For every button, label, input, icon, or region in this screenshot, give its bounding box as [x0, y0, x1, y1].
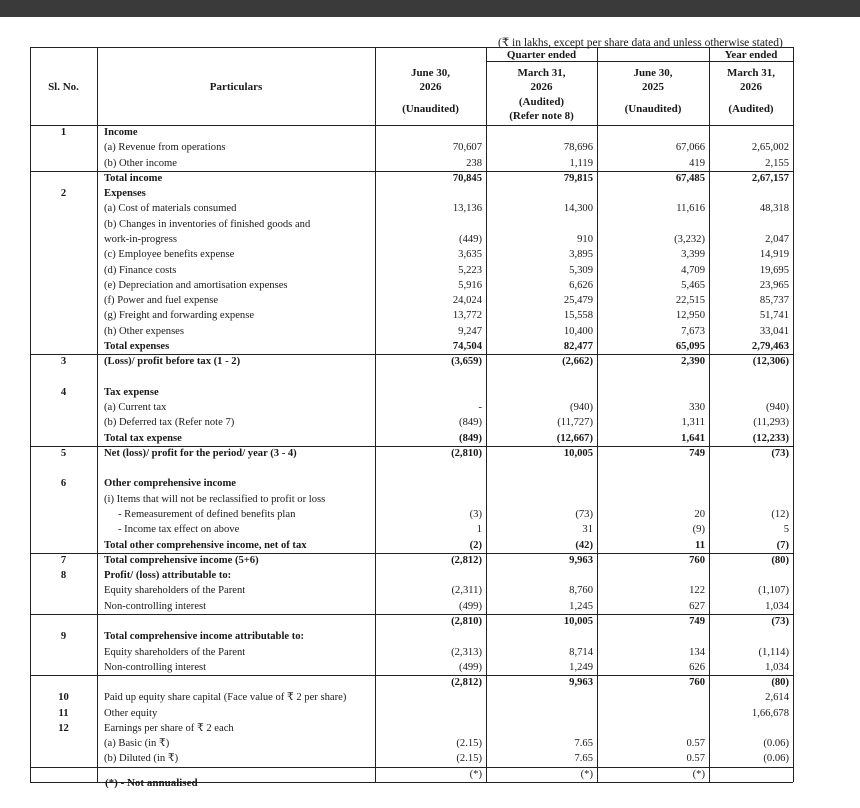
row-value-col1: (2,313) [451, 646, 482, 658]
row-value-col1: 13,772 [452, 310, 482, 322]
row-label: - Remeasurement of defined benefits plan [118, 509, 296, 520]
row-label: Total comprehensive income attributable to: [104, 631, 305, 643]
row-value-col1: (849) [459, 417, 482, 429]
header-col2-status: (Audited) [518, 96, 565, 108]
row-value-col1: (2,812) [451, 554, 482, 566]
row-value-col2: 910 [577, 233, 593, 245]
row-value-col2: 8,760 [569, 585, 593, 597]
row-value-col1: 9,247 [458, 325, 482, 337]
row-sl-no: 10 [58, 692, 69, 704]
units-note: (₹ in lakhs, except per share data and unless otherwise stated) [498, 37, 783, 49]
row-label: (a) Cost of materials consumed [104, 203, 237, 215]
row-label: Total expenses [104, 340, 170, 352]
row-sl-no: 12 [58, 722, 69, 734]
row-label: (b) Deferred tax (Refer note 7) [104, 417, 235, 429]
row-value-col1: (849) [459, 432, 482, 444]
row-value-col2: 9,963 [569, 554, 593, 566]
header-col2-period: March 31, [517, 67, 566, 79]
row-label: Net (loss)/ profit for the period/ year (3 - 4) [104, 447, 297, 459]
header-particulars: Particulars [209, 81, 263, 93]
row-value-col4: 2,79,463 [751, 340, 789, 352]
row-value-col3: 22,515 [675, 295, 705, 307]
row-value-col3: 760 [689, 677, 705, 689]
row-value-col3: 749 [689, 615, 705, 627]
row-value-col3: 0.57 [686, 753, 705, 765]
row-value-col4: 2,047 [765, 233, 789, 245]
row-value-col1: 5,916 [458, 279, 482, 291]
row-value-col2: 14,300 [563, 203, 593, 215]
header-col2-year: 2026 [530, 81, 553, 93]
row-sl-no: 4 [60, 386, 67, 398]
rule [30, 675, 793, 676]
row-value-col3: 1,641 [681, 432, 705, 444]
row-value-col3: 11 [694, 539, 705, 551]
row-value-col4: 1,034 [765, 661, 789, 673]
row-value-col1: (2.15) [456, 738, 482, 750]
row-value-col4: 5 [783, 524, 789, 536]
header-col1-period: June 30, [410, 67, 451, 79]
scan-top-border [0, 0, 860, 17]
row-value-col3: 7,673 [681, 325, 705, 337]
row-value-col1: (2,812) [451, 677, 482, 689]
header-year-ended: Year ended [724, 49, 778, 61]
row-value-col4: (73) [771, 615, 789, 627]
row-value-col1: 70,845 [452, 172, 482, 184]
header-sl-no: Sl. No. [48, 81, 79, 93]
row-value-col2: (*) [580, 768, 593, 780]
row-label: (i) Items that will not be reclassified to profit or loss [104, 493, 326, 505]
rule [30, 354, 793, 355]
rule [30, 767, 793, 768]
row-value-col3: 12,950 [675, 310, 705, 322]
row-value-col2: 10,400 [563, 325, 593, 337]
row-value-col4: 48,318 [759, 203, 789, 215]
row-sl-no: 5 [60, 447, 67, 459]
row-value-col3: 67,485 [675, 172, 705, 184]
row-value-col4: 1,66,678 [751, 707, 789, 719]
row-value-col3: (3,232) [674, 233, 705, 245]
row-value-col1: (449) [459, 233, 482, 245]
row-value-col1: 1 [476, 524, 482, 536]
row-value-col2: 78,696 [563, 142, 593, 154]
row-value-col2: 10,005 [563, 615, 593, 627]
row-value-col4: (80) [771, 554, 789, 566]
row-value-col3: 11,616 [676, 203, 705, 215]
row-value-col2: 79,815 [563, 172, 593, 184]
row-value-col1: 70,607 [452, 142, 482, 154]
header-col4-year: 2026 [740, 81, 762, 93]
row-label: Total tax expense [104, 432, 182, 444]
row-value-col1: (2,810) [451, 615, 482, 627]
row-sl-no: 7 [60, 554, 67, 566]
row-label: Total comprehensive income (5+6) [104, 554, 259, 566]
row-value-col3: 419 [689, 157, 705, 169]
row-label: (e) Depreciation and amortisation expenses [104, 279, 288, 291]
row-value-col2: 8,714 [569, 646, 593, 658]
row-value-col1: - [478, 402, 482, 414]
row-label: Total income [104, 172, 163, 184]
row-value-col1: 24,024 [452, 295, 482, 307]
row-value-col4: 19,695 [759, 264, 789, 276]
row-label: Income [104, 127, 138, 138]
row-value-col3: (*) [692, 768, 705, 780]
row-value-col3: 760 [689, 554, 705, 566]
row-value-col1: (3,659) [451, 356, 482, 368]
header-col2-note: (Refer note 8) [509, 110, 574, 122]
row-value-col3: 627 [689, 600, 705, 612]
row-value-col2: (2,662) [562, 356, 593, 368]
row-value-col1: 13,136 [452, 203, 482, 215]
row-label: Paid up equity share capital (Face value of ₹ 2 per share) [104, 692, 347, 704]
row-label: Equity shareholders of the Parent [104, 646, 246, 658]
row-value-col1: (*) [469, 768, 482, 780]
row-value-col4: (1,107) [758, 585, 789, 597]
row-value-col2: 3,895 [569, 249, 593, 261]
row-label: Other equity [104, 707, 158, 719]
row-label: (Loss)/ profit before tax (1 - 2) [104, 356, 241, 368]
row-value-col4: (12,233) [752, 432, 789, 444]
row-label: Earnings per share of ₹ 2 each [104, 722, 234, 734]
row-value-col4: 1,034 [765, 600, 789, 612]
row-label: (g) Freight and forwarding expense [104, 310, 255, 322]
header-quarter-ended: Quarter ended [506, 49, 577, 61]
row-value-col2: 10,005 [563, 447, 593, 459]
row-sl-no: 2 [60, 188, 67, 200]
row-value-col4: 14,919 [759, 249, 789, 261]
row-value-col4: 2,67,157 [751, 172, 789, 184]
rule [30, 553, 793, 554]
row-value-col2: 15,558 [563, 310, 593, 322]
row-value-col3: 4,709 [681, 264, 705, 276]
row-label: (a) Basic (in ₹) [104, 738, 170, 750]
row-value-col4: (80) [771, 677, 789, 689]
row-value-col1: 74,504 [452, 340, 482, 352]
rule [97, 47, 98, 782]
row-label: (a) Current tax [104, 402, 167, 414]
row-value-col2: 6,626 [569, 279, 593, 291]
row-value-col2: (11,727) [557, 417, 593, 429]
header-col3-status: (Unaudited) [624, 103, 682, 115]
rule [793, 47, 794, 782]
row-label: (a) Revenue from operations [104, 142, 226, 154]
row-value-col4: (1,114) [758, 646, 789, 658]
row-value-col3: 626 [689, 661, 705, 673]
header-col1-status: (Unaudited) [402, 103, 459, 115]
row-label: work-in-progress [104, 233, 177, 245]
row-value-col4: 23,965 [759, 279, 789, 291]
row-value-col2: 25,479 [563, 295, 593, 307]
row-value-col3: 122 [689, 585, 705, 597]
row-label: (f) Power and fuel expense [104, 295, 219, 307]
row-label: Total other comprehensive income, net of tax [104, 539, 307, 551]
rule [30, 614, 793, 615]
row-label: (b) Diluted (in ₹) [104, 753, 179, 765]
row-value-col1: 5,223 [458, 264, 482, 276]
row-label: - Income tax effect on above [118, 524, 240, 536]
row-value-col1: (499) [459, 661, 482, 673]
row-label: (h) Other expenses [104, 325, 185, 337]
row-value-col2: 7.65 [574, 753, 593, 765]
row-value-col3: 2,390 [681, 356, 705, 368]
row-value-col4: 2,155 [765, 157, 789, 169]
row-value-col2: (12,667) [556, 432, 593, 444]
row-value-col4: (7) [776, 539, 789, 551]
row-value-col4: 85,737 [759, 295, 789, 307]
row-value-col4: (11,293) [753, 417, 789, 429]
row-value-col4: (73) [771, 447, 789, 459]
row-value-col2: 1,249 [569, 661, 593, 673]
row-value-col4: 2,614 [765, 692, 789, 704]
header-col4-status: (Audited) [728, 103, 774, 115]
row-label: Tax expense [104, 386, 159, 398]
row-sl-no: 6 [60, 478, 67, 490]
rule [30, 125, 793, 126]
rule [30, 47, 31, 782]
row-value-col3: 330 [689, 402, 705, 414]
row-label: Non-controlling interest [104, 600, 207, 612]
footnote: (*) - Not annualised [105, 777, 198, 789]
rule [30, 446, 793, 447]
row-value-col1: (2,810) [451, 447, 482, 459]
row-value-col1: (2) [469, 539, 482, 551]
row-value-col2: 7.65 [574, 738, 593, 750]
header-col4-period: March 31, [726, 67, 776, 79]
row-sl-no: 9 [60, 631, 67, 643]
row-value-col1: 3,635 [458, 249, 482, 261]
row-value-col4: 2,65,002 [751, 142, 789, 154]
header-col3-year: 2025 [642, 81, 664, 93]
row-label: Profit/ (loss) attributable to: [104, 570, 232, 582]
row-value-col3: 5,465 [681, 279, 705, 291]
header-col1-year: 2026 [419, 81, 442, 93]
row-sl-no: 8 [60, 570, 67, 582]
row-value-col2: (42) [575, 539, 593, 551]
row-value-col3: 134 [689, 646, 705, 658]
row-value-col3: (9) [692, 524, 705, 536]
row-value-col1: (3) [469, 509, 482, 520]
row-label: Non-controlling interest [104, 661, 207, 673]
row-value-col3: 1,311 [681, 417, 705, 429]
row-value-col1: (499) [459, 600, 482, 612]
row-label: (c) Employee benefits expense [104, 249, 235, 261]
row-sl-no: 3 [60, 356, 67, 368]
row-label: Expenses [104, 188, 146, 200]
row-value-col4: (0.06) [763, 753, 789, 765]
row-value-col2: 1,245 [569, 600, 593, 612]
row-label: (d) Finance costs [104, 264, 177, 276]
row-sl-no: 11 [58, 707, 69, 719]
row-value-col1: (2,311) [451, 585, 482, 597]
rule [30, 47, 793, 48]
row-value-col3: 749 [689, 447, 705, 459]
row-value-col3: 0.57 [686, 738, 705, 750]
row-value-col2: (73) [575, 509, 593, 520]
row-value-col4: (12) [771, 509, 789, 520]
row-value-col2: 9,963 [569, 677, 593, 689]
row-value-col2: 82,477 [563, 340, 593, 352]
row-label: (b) Other income [104, 157, 177, 169]
row-sl-no: 1 [60, 127, 67, 138]
row-label: Equity shareholders of the Parent [104, 585, 246, 597]
row-value-col3: 67,066 [675, 142, 705, 154]
row-value-col3: 3,399 [681, 249, 705, 261]
row-value-col4: (12,306) [752, 356, 789, 368]
row-value-col2: 31 [582, 524, 593, 536]
row-value-col3: 20 [694, 509, 705, 520]
row-value-col4: (0.06) [763, 738, 789, 750]
row-value-col4: 51,741 [759, 310, 789, 322]
rule [30, 171, 793, 172]
row-value-col3: 65,095 [675, 340, 705, 352]
row-value-col2: 1,119 [569, 157, 593, 169]
row-label: Other comprehensive income [104, 478, 237, 490]
row-label: (b) Changes in inventories of finished goods and [104, 218, 311, 230]
row-value-col4: 33,041 [759, 325, 789, 337]
row-value-col2: 5,309 [569, 264, 593, 276]
row-value-col1: (2.15) [456, 753, 482, 765]
header-col3-period: June 30, [633, 67, 673, 79]
row-value-col1: 238 [466, 157, 482, 169]
row-value-col2: (940) [570, 402, 593, 414]
row-value-col4: (940) [766, 402, 789, 414]
